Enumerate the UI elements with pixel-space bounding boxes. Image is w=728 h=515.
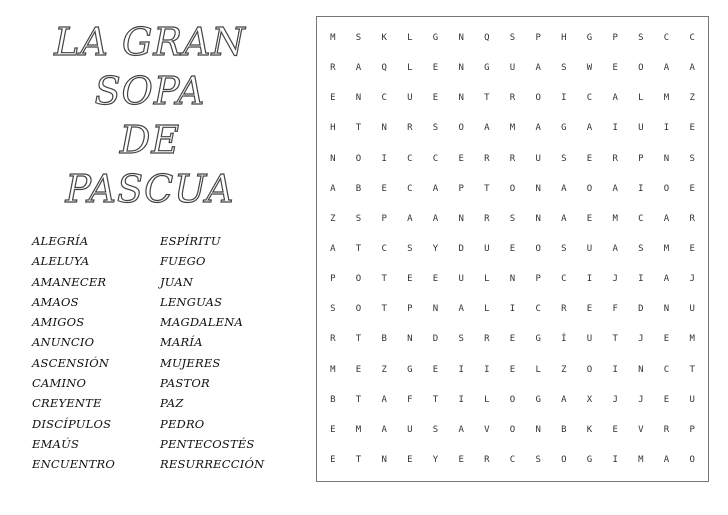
word-list-item: FUEGO — [160, 254, 206, 269]
grid-letter: G — [535, 334, 541, 345]
grid-letter: E — [689, 123, 695, 134]
grid-letter: U — [535, 153, 541, 164]
grid-letter: O — [458, 123, 464, 134]
grid-letter: B — [381, 334, 387, 345]
grid-letter: E — [432, 93, 439, 104]
grid-letter: B — [330, 394, 336, 405]
word-list-item: PEDRO — [160, 416, 205, 431]
grid-letter: P — [381, 213, 387, 224]
grid-letter: E — [586, 213, 593, 224]
grid-letter: O — [509, 183, 516, 194]
grid-letter: I — [612, 364, 618, 375]
grid-letter: S — [509, 33, 516, 44]
grid-letter: M — [638, 454, 644, 465]
grid-letter: E — [663, 394, 670, 405]
grid-letter: T — [381, 274, 387, 285]
grid-letter: R — [561, 304, 567, 315]
grid-letter: T — [355, 123, 362, 134]
grid-letter: F — [612, 304, 618, 315]
grid-letter: S — [535, 454, 541, 465]
grid-letter: U — [586, 334, 593, 345]
grid-letter: S — [355, 33, 362, 44]
grid-letter: U — [638, 123, 644, 134]
word-list-item: LENGUAS — [160, 294, 223, 309]
grid-letter: J — [638, 394, 644, 405]
grid-letter: E — [381, 183, 387, 194]
grid-letter: U — [689, 394, 695, 405]
grid-letter: K — [586, 424, 593, 435]
grid-letter: A — [612, 183, 618, 194]
grid-letter: C — [509, 454, 516, 465]
grid-letter: L — [407, 63, 413, 74]
grid-letter: E — [432, 274, 439, 285]
grid-letter: P — [689, 424, 695, 435]
grid-letter: V — [484, 424, 490, 435]
grid-letter: A — [458, 304, 464, 315]
grid-letter: I — [663, 123, 670, 134]
grid-letter: S — [638, 33, 644, 44]
grid-letter: E — [330, 424, 336, 435]
word-list-item: MAGDALENA — [160, 315, 243, 330]
grid-letter: C — [407, 153, 413, 164]
word-list-item: ASCENSIÓN — [32, 355, 110, 370]
grid-letter: E — [586, 304, 593, 315]
grid-letter: A — [381, 424, 387, 435]
grid-letter: A — [432, 213, 439, 224]
grid-letter: I — [458, 394, 464, 405]
grid-letter: G — [535, 394, 541, 405]
grid-letter: N — [458, 93, 464, 104]
grid-letter: O — [355, 304, 362, 315]
grid-letter: R — [484, 153, 490, 164]
grid-letter: N — [663, 304, 670, 315]
grid-letter: T — [432, 394, 439, 405]
grid-letter: O — [535, 93, 541, 104]
grid-letter: D — [432, 334, 439, 345]
grid-letter: E — [355, 364, 362, 375]
grid-letter: S — [330, 304, 336, 315]
word-list-item: JUAN — [160, 274, 194, 289]
grid-letter: T — [484, 183, 490, 194]
grid-letter: A — [355, 63, 362, 74]
grid-letter: G — [407, 364, 413, 375]
grid-letter: S — [638, 243, 644, 254]
grid-letter: Q — [381, 63, 387, 74]
grid-letter: S — [561, 63, 567, 74]
grid-letter: G — [561, 123, 567, 134]
grid-letter: E — [407, 454, 413, 465]
grid-letter: A — [432, 183, 439, 194]
grid-letter: N — [458, 33, 464, 44]
grid-letter: Q — [484, 33, 490, 44]
grid-letter: B — [355, 183, 362, 194]
grid-letter: P — [638, 153, 644, 164]
grid-letter: M — [663, 93, 670, 104]
grid-letter: N — [355, 93, 362, 104]
grid-letter: N — [381, 454, 387, 465]
word-list-item: AMIGOS — [32, 315, 85, 330]
grid-letter: D — [638, 304, 644, 315]
grid-letter: Z — [561, 364, 567, 375]
grid-letter: I — [638, 274, 644, 285]
grid-letter: C — [407, 183, 413, 194]
grid-letter: A — [381, 394, 387, 405]
grid-letter: O — [663, 183, 670, 194]
grid-letter: Z — [381, 364, 387, 375]
grid-letter: H — [561, 33, 567, 44]
grid-letter: C — [381, 243, 387, 254]
grid-letter: N — [509, 274, 516, 285]
grid-letter: R — [484, 213, 490, 224]
grid-letter: E — [663, 334, 670, 345]
grid-letter: R — [407, 123, 413, 134]
grid-letter: G — [586, 33, 593, 44]
grid-letter: S — [355, 213, 362, 224]
grid-letter: R — [689, 213, 695, 224]
grid-letter: A — [612, 93, 618, 104]
title-line: DE — [119, 118, 181, 162]
title-line: SOPA — [94, 69, 206, 113]
word-list-item: EMAÚS — [32, 436, 80, 451]
grid-letter: T — [689, 364, 695, 375]
grid-letter: M — [689, 334, 695, 345]
grid-letter: E — [509, 364, 516, 375]
grid-letter: E — [689, 243, 695, 254]
grid-letter: R — [663, 424, 670, 435]
grid-letter: T — [355, 243, 362, 254]
word-list — [32, 231, 282, 475]
title-line: LA GRAN — [54, 20, 246, 64]
grid-letter: C — [432, 153, 439, 164]
grid-letter: U — [484, 243, 490, 254]
grid-letter: Y — [432, 454, 439, 465]
grid-letter: E — [330, 93, 336, 104]
grid-letter: C — [586, 93, 593, 104]
grid-letter: A — [561, 394, 567, 405]
word-list-item: MARÍA — [160, 335, 203, 350]
grid-letter: U — [407, 93, 413, 104]
grid-letter: P — [535, 274, 541, 285]
grid-letter: R — [330, 334, 336, 345]
grid-letter: I — [638, 183, 644, 194]
grid-letter: N — [535, 213, 541, 224]
grid-letter: U — [586, 243, 593, 254]
grid-letter: M — [330, 364, 336, 375]
grid-letter: Í — [561, 334, 567, 345]
grid-letter: Z — [330, 213, 336, 224]
grid-letter: O — [638, 63, 644, 74]
word-list-item: PASTOR — [160, 376, 210, 391]
word-list-item: ALEGRÍA — [32, 234, 89, 248]
grid-letter: O — [586, 183, 593, 194]
grid-letter: A — [535, 123, 541, 134]
grid-letter: L — [484, 394, 490, 405]
grid-letter: O — [689, 454, 695, 465]
grid-letter: C — [638, 213, 644, 224]
grid-letter: S — [407, 243, 413, 254]
grid-letter: D — [458, 243, 464, 254]
grid-letter: E — [432, 63, 439, 74]
word-list-item: RESURRECCIÓN — [160, 457, 265, 472]
grid-letter: J — [689, 274, 695, 285]
grid-letter: P — [535, 33, 541, 44]
grid-letter: S — [561, 153, 567, 164]
grid-letter: E — [458, 454, 464, 465]
grid-letter: I — [381, 153, 387, 164]
grid-letter: C — [689, 33, 695, 44]
grid-letter: Y — [432, 243, 439, 254]
grid-letter: M — [355, 424, 362, 435]
grid-letter: I — [458, 364, 464, 375]
grid-letter: U — [509, 63, 516, 74]
grid-letter: N — [535, 424, 541, 435]
grid-letter: A — [663, 454, 670, 465]
grid-letter: R — [484, 334, 490, 345]
grid-letter: O — [355, 274, 362, 285]
letter-grid — [320, 23, 705, 475]
grid-letter: G — [586, 454, 593, 465]
grid-letter: N — [663, 153, 670, 164]
grid-letter: L — [484, 274, 490, 285]
grid-letter: T — [355, 454, 362, 465]
grid-letter: I — [586, 274, 593, 285]
grid-letter: E — [509, 243, 516, 254]
grid-letter: A — [689, 63, 695, 74]
grid-letter: A — [586, 123, 593, 134]
grid-letter: W — [586, 63, 593, 74]
grid-letter: E — [407, 274, 413, 285]
grid-letter: R — [330, 63, 336, 74]
grid-letter: T — [355, 394, 362, 405]
word-list-item: CAMINO — [32, 376, 87, 391]
grid-letter: I — [612, 454, 618, 465]
grid-letter: H — [330, 123, 336, 134]
grid-letter: O — [355, 153, 362, 164]
grid-letter: L — [638, 93, 644, 104]
grid-letter: O — [509, 424, 516, 435]
grid-letter: G — [484, 63, 490, 74]
grid-letter: A — [561, 183, 567, 194]
grid-letter: N — [458, 63, 464, 74]
grid-letter: O — [586, 364, 593, 375]
grid-letter: R — [484, 454, 490, 465]
grid-letter: O — [561, 454, 567, 465]
grid-letter: A — [407, 213, 413, 224]
grid-letter: P — [330, 274, 336, 285]
grid-letter: C — [535, 304, 541, 315]
grid-letter: N — [638, 364, 644, 375]
puzzle-title — [20, 18, 280, 214]
grid-letter: U — [458, 274, 464, 285]
grid-letter: N — [330, 153, 336, 164]
grid-letter: A — [663, 63, 670, 74]
grid-letter: P — [407, 304, 413, 315]
grid-letter: E — [612, 424, 618, 435]
grid-letter: N — [407, 334, 413, 345]
word-list-item: ANUNCIO — [32, 335, 95, 350]
grid-letter: C — [663, 364, 670, 375]
word-list-item: AMANECER — [32, 274, 107, 289]
grid-letter: N — [381, 123, 387, 134]
grid-letter: R — [612, 153, 618, 164]
word-list-item: AMAOS — [32, 294, 79, 309]
word-list-item: MUJERES — [160, 355, 221, 370]
grid-letter: I — [612, 123, 618, 134]
grid-letter: E — [509, 334, 516, 345]
grid-letter: C — [663, 33, 670, 44]
grid-letter: J — [612, 274, 618, 285]
grid-letter: T — [484, 93, 490, 104]
grid-letter: M — [330, 33, 336, 44]
grid-letter: A — [458, 424, 464, 435]
grid-letter: T — [612, 334, 618, 345]
grid-letter: M — [509, 123, 516, 134]
grid-letter: U — [689, 304, 695, 315]
grid-letter: E — [612, 63, 618, 74]
grid-letter: S — [561, 243, 567, 254]
word-list-item: PENTECOSTÉS — [160, 436, 255, 451]
grid-letter: T — [355, 334, 362, 345]
grid-letter: B — [561, 424, 567, 435]
word-list-item: ENCUENTRO — [32, 457, 115, 472]
grid-letter: S — [509, 213, 516, 224]
grid-letter: I — [509, 304, 516, 315]
grid-letter: V — [638, 424, 644, 435]
grid-letter: R — [509, 153, 516, 164]
grid-letter: X — [586, 394, 593, 405]
grid-letter: O — [535, 243, 541, 254]
grid-letter: E — [330, 454, 336, 465]
word-list-item: CREYENTE — [32, 396, 102, 411]
grid-letter: A — [330, 243, 336, 254]
grid-letter: I — [561, 93, 567, 104]
grid-letter: E — [432, 364, 439, 375]
grid-letter: G — [432, 33, 439, 44]
grid-letter: E — [586, 153, 593, 164]
grid-letter: A — [612, 243, 618, 254]
grid-letter: A — [663, 274, 670, 285]
grid-letter: S — [689, 153, 695, 164]
grid-letter: C — [381, 93, 387, 104]
grid-letter: I — [484, 364, 490, 375]
grid-letter: J — [638, 334, 644, 345]
grid-letter: A — [330, 183, 336, 194]
grid-letter: J — [612, 394, 618, 405]
grid-letter: N — [535, 183, 541, 194]
word-list-item: DISCÍPULOS — [32, 416, 112, 431]
grid-letter: L — [535, 364, 541, 375]
grid-letter: O — [509, 394, 516, 405]
grid-letter: Z — [689, 93, 695, 104]
grid-letter: U — [407, 424, 413, 435]
grid-letter: S — [432, 424, 439, 435]
grid-letter: T — [381, 304, 387, 315]
grid-letter: P — [458, 183, 464, 194]
grid-letter: N — [458, 213, 464, 224]
grid-letter: C — [561, 274, 567, 285]
grid-letter: L — [484, 304, 490, 315]
grid-letter: E — [689, 183, 695, 194]
grid-letter: A — [561, 213, 567, 224]
grid-letter: S — [432, 123, 439, 134]
grid-letter: L — [407, 33, 413, 44]
grid-letter: M — [663, 243, 670, 254]
grid-letter: A — [663, 213, 670, 224]
grid-letter: S — [458, 334, 464, 345]
grid-letter: E — [458, 153, 464, 164]
title-line: PASCUA — [65, 167, 235, 211]
grid-letter: F — [407, 394, 413, 405]
grid-letter: R — [509, 93, 516, 104]
grid-letter: M — [612, 213, 618, 224]
letter-grid-frame — [316, 16, 709, 482]
grid-letter: A — [484, 123, 490, 134]
grid-letter: P — [612, 33, 618, 44]
word-list-item: ESPÍRITU — [160, 234, 221, 248]
grid-letter: A — [535, 63, 541, 74]
word-list-item: ALELUYA — [32, 254, 90, 269]
grid-letter: K — [381, 33, 387, 44]
grid-letter: N — [432, 304, 439, 315]
word-list-item: PAZ — [160, 396, 184, 411]
